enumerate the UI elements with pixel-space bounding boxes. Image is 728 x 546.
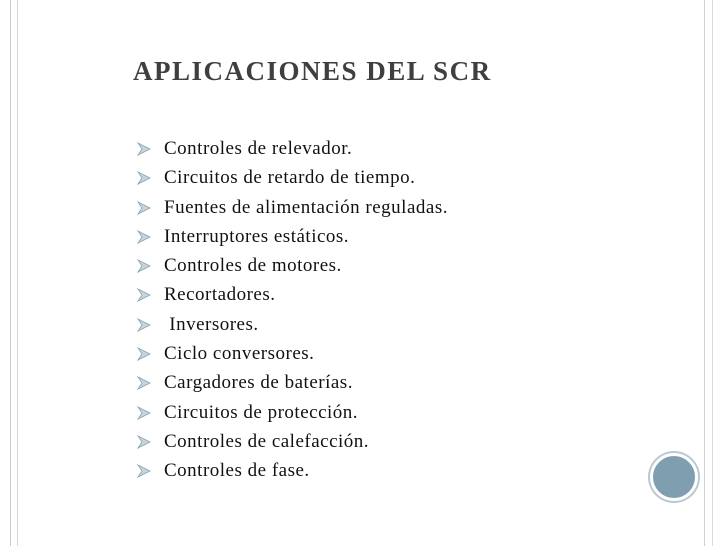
bullet-item bbox=[134, 398, 448, 427]
arrowhead-bullet-icon bbox=[137, 230, 151, 244]
bullet-item bbox=[134, 427, 448, 456]
bullet-text: Cargadores de baterías. bbox=[164, 372, 353, 394]
arrowhead-bullet-icon bbox=[137, 142, 151, 156]
bullet-text: Controles de calefacción. bbox=[164, 430, 370, 452]
bullet-text: Circuitos de retardo de tiempo. bbox=[164, 167, 416, 189]
arrowhead-bullet-icon bbox=[137, 259, 151, 273]
bullet-text: Circuitos de protección. bbox=[164, 401, 359, 423]
bullet-text: Controles de motores. bbox=[164, 255, 342, 277]
bullet-text: Fuentes de alimentación reguladas. bbox=[164, 196, 448, 218]
bullet-list bbox=[134, 134, 448, 486]
bullet-item bbox=[134, 339, 448, 368]
arrowhead-bullet-icon bbox=[137, 347, 151, 361]
left-border-line-inner bbox=[17, 0, 18, 546]
bullet-text: Inversores. bbox=[164, 313, 259, 335]
bullet-item bbox=[134, 193, 448, 222]
arrowhead-bullet-icon bbox=[137, 376, 151, 390]
bullet-item bbox=[134, 251, 448, 280]
bullet-item bbox=[134, 222, 448, 251]
bullet-item bbox=[134, 456, 448, 485]
bullet-text: Interruptores estáticos. bbox=[164, 225, 350, 247]
bullet-item bbox=[134, 134, 448, 163]
arrowhead-bullet-icon bbox=[137, 171, 151, 185]
bullet-item bbox=[134, 310, 448, 339]
arrowhead-bullet-icon bbox=[137, 318, 151, 332]
bullet-text: Recortadores. bbox=[164, 284, 276, 306]
arrowhead-bullet-icon bbox=[137, 464, 151, 478]
right-border-line-inner bbox=[704, 0, 705, 546]
bullet-item bbox=[134, 368, 448, 397]
arrowhead-bullet-icon bbox=[137, 288, 151, 302]
decorative-circle bbox=[650, 453, 698, 501]
bullet-text: Controles de fase. bbox=[164, 460, 310, 482]
arrowhead-bullet-icon bbox=[137, 406, 151, 420]
arrowhead-bullet-icon bbox=[137, 201, 151, 215]
left-border-line bbox=[10, 0, 11, 546]
bullet-item bbox=[134, 163, 448, 192]
bullet-item bbox=[134, 280, 448, 309]
arrowhead-bullet-icon bbox=[137, 435, 151, 449]
right-border-line bbox=[712, 0, 713, 546]
bullet-text: Controles de relevador. bbox=[164, 138, 353, 159]
slide-title: APLICACIONES DEL SCR bbox=[133, 56, 492, 86]
bullet-text: Ciclo conversores. bbox=[164, 343, 315, 365]
